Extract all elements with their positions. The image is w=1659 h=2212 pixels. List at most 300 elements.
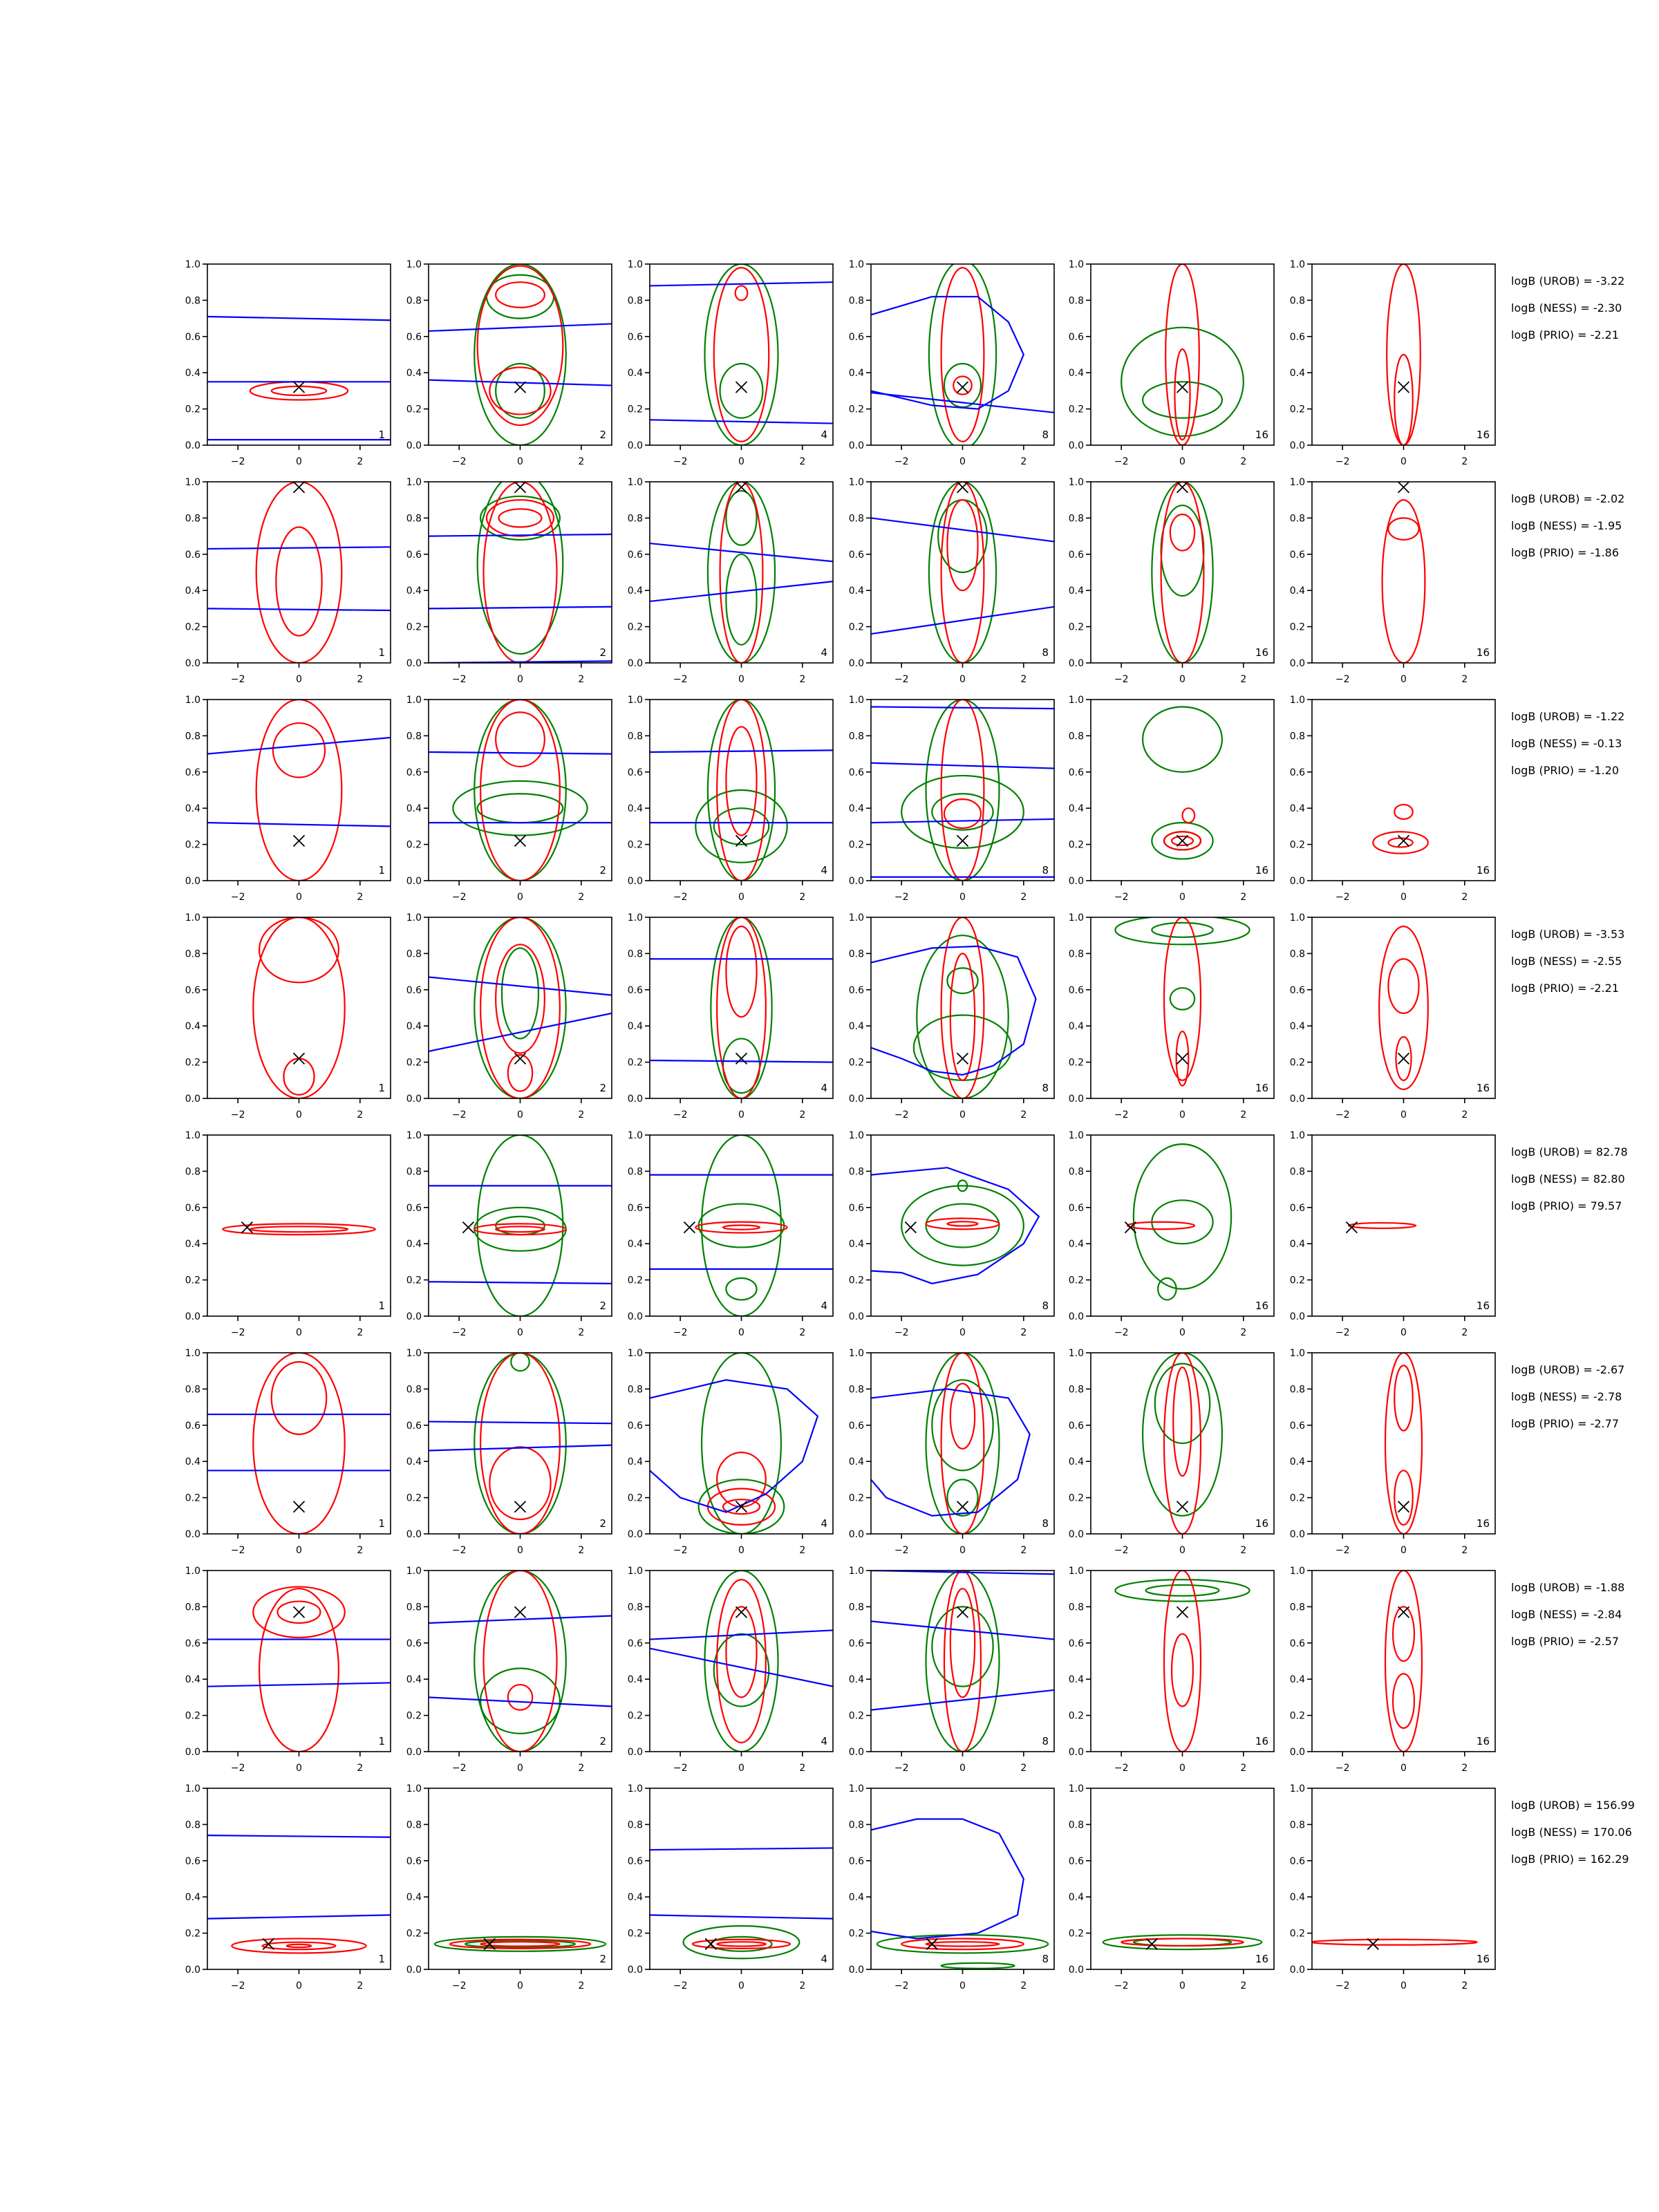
panel-count-label: 4 — [821, 864, 827, 877]
true-value-marker — [957, 482, 968, 493]
y-tick-label: 0.4 — [848, 803, 864, 815]
red-contour — [1394, 1470, 1413, 1525]
y-tick-label: 0.0 — [848, 1529, 864, 1540]
y-tick-label: 0.4 — [848, 585, 864, 597]
y-tick-label: 0.0 — [627, 1747, 643, 1758]
y-tick-label: 0.4 — [627, 803, 643, 815]
x-tick-label: 2 — [357, 1763, 364, 1774]
y-tick-label: 0.4 — [1068, 368, 1084, 379]
red-contour — [478, 266, 563, 426]
y-tick-label: 0.4 — [406, 1456, 422, 1468]
x-tick-label: 2 — [1461, 1763, 1468, 1774]
blue-boundary-line — [207, 738, 391, 754]
x-tick-label: 0 — [1400, 1763, 1407, 1774]
x-tick-label: 0 — [1400, 1545, 1407, 1556]
y-tick-label: 0.6 — [1289, 1855, 1305, 1867]
green-contour — [1143, 706, 1222, 771]
x-tick-label: 0 — [517, 1545, 523, 1556]
x-tick-label: 0 — [1400, 1327, 1407, 1338]
plot-area — [1385, 1353, 1422, 1534]
y-tick-label: 0.2 — [627, 1710, 643, 1722]
blue-boundary-line — [207, 823, 391, 826]
x-tick-label: 2 — [1020, 1980, 1027, 1991]
blue-boundary-line — [207, 1683, 391, 1686]
y-tick-label: 0.8 — [1068, 731, 1084, 742]
panel-r6-c3 — [628, 1348, 833, 1556]
x-tick-label: −2 — [673, 1763, 688, 1774]
y-tick-label: 0.0 — [848, 1311, 864, 1322]
y-tick-label: 1.0 — [185, 1130, 200, 1141]
red-contour — [1173, 1367, 1192, 1476]
plot-area — [1385, 1571, 1422, 1752]
y-tick-label: 0.0 — [185, 1747, 200, 1758]
x-tick-label: 0 — [738, 892, 744, 903]
panel-count-label: 2 — [599, 1953, 606, 1965]
y-tick-label: 0.4 — [848, 1239, 864, 1250]
y-tick-label: 0.8 — [185, 1602, 200, 1613]
y-tick-label: 0.0 — [848, 658, 864, 669]
x-tick-label: 2 — [1461, 1327, 1468, 1338]
plot-area — [1152, 482, 1212, 663]
y-tick-label: 0.4 — [1289, 1674, 1305, 1686]
red-contour — [232, 1938, 366, 1953]
y-tick-label: 1.0 — [185, 912, 200, 924]
y-tick-label: 1.0 — [1068, 1566, 1084, 1577]
x-tick-label: 2 — [1461, 456, 1468, 467]
plot-area — [1312, 1938, 1477, 1949]
logb-annotations-row-8 — [1511, 1799, 1635, 1866]
logb-text: logB (NESS) = -1.95 — [1511, 519, 1622, 532]
panel-r4-c4 — [849, 912, 1054, 1121]
y-tick-label: 0.0 — [1068, 1311, 1084, 1322]
x-tick-label: 2 — [357, 1545, 364, 1556]
x-tick-label: 0 — [1179, 1763, 1185, 1774]
y-tick-label: 1.0 — [406, 912, 422, 924]
y-tick-label: 1.0 — [1289, 1130, 1305, 1141]
logb-text: logB (UROB) = -2.67 — [1511, 1363, 1625, 1376]
logb-text: logB (NESS) = -2.78 — [1511, 1390, 1622, 1403]
x-tick-label: −2 — [230, 1545, 245, 1556]
x-tick-label: −2 — [230, 456, 245, 467]
plot-area — [429, 1135, 612, 1316]
plot-area — [1382, 482, 1425, 663]
panel-r1-c3 — [628, 259, 833, 467]
x-tick-label: 2 — [799, 674, 806, 685]
y-tick-label: 1.0 — [848, 259, 864, 270]
true-value-marker — [515, 1606, 526, 1618]
plot-area — [1143, 1353, 1222, 1534]
panel-r6-c4 — [849, 1348, 1054, 1556]
y-tick-label: 0.4 — [1289, 1456, 1305, 1468]
true-value-marker — [294, 835, 305, 846]
panel-r7-c3 — [628, 1566, 833, 1774]
green-contour — [1115, 915, 1249, 944]
x-tick-label: 0 — [738, 674, 744, 685]
red-contour — [272, 1362, 327, 1434]
x-tick-label: 2 — [1240, 456, 1247, 467]
y-tick-label: 0.8 — [1068, 295, 1084, 307]
x-tick-label: 2 — [799, 1763, 806, 1774]
red-contour — [487, 500, 554, 536]
y-tick-label: 0.2 — [1289, 839, 1305, 851]
logb-text: logB (UROB) = -1.22 — [1511, 710, 1625, 723]
axes-frame — [1312, 1788, 1495, 1969]
x-tick-label: 0 — [1400, 456, 1407, 467]
green-contour — [474, 1571, 566, 1752]
x-tick-label: 2 — [1020, 1109, 1027, 1121]
y-tick-label: 0.8 — [406, 1384, 422, 1396]
axes-frame — [650, 917, 833, 1098]
y-tick-label: 0.6 — [848, 331, 864, 343]
x-tick-label: 0 — [1179, 456, 1185, 467]
y-tick-label: 0.4 — [1289, 1021, 1305, 1033]
y-tick-label: 1.0 — [627, 1566, 643, 1577]
green-contour — [695, 790, 787, 863]
plot-area — [650, 917, 833, 1098]
y-tick-label: 0.4 — [848, 368, 864, 379]
x-tick-label: 0 — [1400, 1980, 1407, 1991]
x-tick-label: −2 — [894, 1109, 909, 1121]
y-tick-label: 0.8 — [406, 1819, 422, 1831]
y-tick-label: 0.6 — [185, 549, 200, 561]
panel-r4-c3 — [628, 912, 833, 1121]
y-tick-label: 0.8 — [185, 731, 200, 742]
panel-r8-c6 — [1290, 1783, 1495, 1991]
blue-boundary-line — [429, 1616, 612, 1623]
blue-boundary-line — [871, 518, 1054, 541]
panel-r1-c5 — [1069, 259, 1274, 467]
plot-area — [650, 482, 833, 663]
green-contour — [708, 482, 775, 663]
y-tick-label: 0.2 — [185, 1492, 200, 1504]
y-tick-label: 0.4 — [627, 1674, 643, 1686]
x-tick-label: 0 — [738, 1327, 744, 1338]
green-contour — [1143, 1353, 1222, 1516]
red-contour — [726, 1606, 756, 1697]
y-tick-label: 0.2 — [406, 404, 422, 415]
y-tick-label: 0.4 — [406, 803, 422, 815]
red-contour — [1127, 1222, 1194, 1229]
x-tick-label: 0 — [959, 1327, 966, 1338]
y-tick-label: 1.0 — [627, 477, 643, 488]
green-contour — [938, 500, 987, 572]
plot-area — [1387, 264, 1421, 445]
x-tick-label: 2 — [1240, 1980, 1247, 1991]
plot-area — [650, 264, 833, 445]
red-contour — [474, 1224, 566, 1235]
y-tick-label: 0.2 — [848, 1275, 864, 1286]
x-tick-label: 2 — [578, 1545, 585, 1556]
red-contour — [950, 1588, 975, 1697]
red-contour — [480, 700, 560, 881]
green-contour — [926, 1571, 1000, 1752]
blue-boundary-line — [650, 1915, 833, 1918]
axes-frame — [650, 1571, 833, 1752]
x-tick-label: 2 — [799, 456, 806, 467]
y-tick-label: 0.8 — [848, 1602, 864, 1613]
y-tick-label: 0.2 — [848, 404, 864, 415]
y-tick-label: 0.6 — [627, 331, 643, 343]
blue-boundary-line — [429, 752, 612, 754]
y-tick-label: 1.0 — [627, 912, 643, 924]
logb-text: logB (NESS) = -0.13 — [1511, 737, 1622, 750]
red-contour — [726, 926, 756, 1017]
y-tick-label: 0.8 — [406, 948, 422, 960]
y-tick-label: 0.0 — [1068, 1094, 1084, 1105]
panel-count-label: 16 — [1476, 646, 1490, 659]
y-tick-label: 0.2 — [627, 1057, 643, 1069]
axes-frame — [650, 482, 833, 663]
panel-r2-c5 — [1069, 477, 1274, 685]
y-tick-label: 0.8 — [1289, 731, 1305, 742]
y-tick-label: 0.0 — [848, 1094, 864, 1105]
panel-count-label: 1 — [378, 1082, 385, 1094]
panel-count-label: 1 — [378, 429, 385, 441]
y-tick-label: 0.0 — [627, 1529, 643, 1540]
y-tick-label: 1.0 — [1068, 912, 1084, 924]
y-tick-label: 1.0 — [1068, 695, 1084, 706]
y-tick-label: 0.0 — [627, 1094, 643, 1105]
red-contour — [480, 1942, 560, 1946]
green-contour — [941, 1963, 1015, 1969]
red-contour — [489, 367, 550, 414]
y-tick-label: 0.2 — [1289, 1057, 1305, 1069]
plot-area — [435, 1937, 606, 1951]
y-tick-label: 0.6 — [848, 549, 864, 561]
panel-r1-c2 — [406, 259, 612, 467]
plot-area — [1121, 264, 1244, 445]
red-contour — [1393, 1674, 1414, 1728]
plot-area — [429, 1353, 612, 1534]
panel-r6-c6 — [1290, 1348, 1495, 1556]
plot-area — [429, 917, 612, 1098]
red-contour — [1312, 1940, 1477, 1945]
plot-area — [650, 1848, 833, 1958]
x-tick-label: 0 — [738, 1109, 744, 1121]
y-tick-label: 0.0 — [185, 1965, 200, 1976]
y-tick-label: 0.0 — [627, 440, 643, 451]
y-tick-label: 0.8 — [848, 1166, 864, 1178]
plot-area — [1125, 1144, 1231, 1300]
axes-frame — [1312, 482, 1495, 663]
x-tick-label: −2 — [230, 1763, 245, 1774]
green-contour — [1146, 1585, 1219, 1596]
logb-text: logB (UROB) = -1.88 — [1511, 1581, 1625, 1594]
blue-boundary-line — [650, 581, 833, 601]
panel-r2-c1 — [185, 477, 391, 685]
panel-count-label: 8 — [1042, 1300, 1049, 1312]
y-tick-label: 0.4 — [627, 1239, 643, 1250]
axes-frame — [207, 700, 391, 881]
panel-r5-c3 — [628, 1130, 833, 1338]
red-contour — [901, 1938, 1024, 1949]
y-tick-label: 0.8 — [185, 513, 200, 525]
y-tick-label: 0.4 — [185, 1892, 200, 1904]
logb-text: logB (UROB) = -3.22 — [1511, 274, 1625, 288]
y-tick-label: 0.8 — [1289, 513, 1305, 525]
panel-r8-c2 — [406, 1783, 612, 1991]
y-tick-label: 0.0 — [406, 440, 422, 451]
blue-boundary-line — [429, 534, 612, 536]
x-tick-label: −2 — [673, 1545, 688, 1556]
y-tick-label: 0.2 — [627, 1275, 643, 1286]
y-tick-label: 0.4 — [1068, 1021, 1084, 1033]
x-tick-label: 0 — [959, 1109, 966, 1121]
red-contour — [947, 1221, 977, 1226]
y-tick-label: 0.8 — [406, 731, 422, 742]
panel-count-label: 16 — [1476, 1953, 1490, 1965]
axes-frame — [429, 1135, 612, 1316]
y-tick-label: 0.2 — [627, 621, 643, 633]
panel-count-label: 16 — [1476, 1735, 1490, 1747]
panel-count-label: 1 — [378, 864, 385, 877]
y-tick-label: 0.6 — [1068, 331, 1084, 343]
logb-text: logB (UROB) = -3.53 — [1511, 928, 1625, 941]
panel-count-label: 2 — [599, 1517, 606, 1530]
y-tick-label: 0.0 — [848, 876, 864, 887]
red-contour — [508, 1055, 532, 1091]
y-tick-label: 0.2 — [406, 1492, 422, 1504]
red-contour — [1164, 1571, 1201, 1752]
y-tick-label: 0.0 — [185, 440, 200, 451]
x-tick-label: 0 — [517, 456, 523, 467]
true-value-marker — [1398, 1501, 1409, 1512]
red-contour — [950, 1384, 975, 1449]
x-tick-label: 2 — [357, 456, 364, 467]
x-tick-label: 2 — [1461, 1545, 1468, 1556]
true-value-marker — [905, 1222, 916, 1233]
y-tick-label: 0.2 — [406, 621, 422, 633]
y-tick-label: 0.8 — [1289, 1602, 1305, 1613]
y-tick-label: 0.0 — [1068, 1747, 1084, 1758]
plot-area — [253, 917, 345, 1098]
y-tick-label: 0.2 — [406, 1928, 422, 1940]
y-tick-label: 0.8 — [627, 295, 643, 307]
x-tick-label: −2 — [451, 674, 467, 685]
red-contour — [1349, 1223, 1416, 1228]
x-tick-label: 2 — [799, 1109, 806, 1121]
x-tick-label: 0 — [959, 1545, 966, 1556]
x-tick-label: 0 — [959, 456, 966, 467]
green-contour — [705, 1571, 778, 1752]
y-tick-label: 0.2 — [627, 1928, 643, 1940]
logb-annotations-row-2 — [1511, 492, 1624, 559]
red-contour — [1394, 805, 1413, 819]
panel-count-label: 8 — [1042, 646, 1049, 659]
y-tick-label: 0.2 — [185, 1275, 200, 1286]
y-tick-label: 0.6 — [1068, 549, 1084, 561]
y-tick-label: 0.6 — [1289, 1420, 1305, 1432]
y-tick-label: 0.6 — [1068, 1638, 1084, 1649]
panel-r5-c4 — [849, 1130, 1054, 1338]
axes-frame — [207, 264, 391, 445]
logb-text: logB (PRIO) = -2.57 — [1511, 1635, 1619, 1648]
axes-frame — [871, 1571, 1054, 1752]
y-tick-label: 0.0 — [848, 1965, 864, 1976]
y-tick-label: 1.0 — [627, 1783, 643, 1794]
x-tick-label: −2 — [1114, 456, 1129, 467]
x-tick-label: −2 — [230, 1327, 245, 1338]
x-tick-label: 0 — [959, 674, 966, 685]
y-tick-label: 0.4 — [185, 1239, 200, 1250]
logb-text: logB (PRIO) = -2.21 — [1511, 328, 1619, 341]
plot-area — [1143, 706, 1222, 859]
panel-r6-c5 — [1069, 1348, 1274, 1556]
logb-text: logB (UROB) = 82.78 — [1511, 1145, 1628, 1159]
green-contour — [877, 1935, 1048, 1953]
x-tick-label: −2 — [1335, 456, 1350, 467]
green-contour — [1155, 1364, 1210, 1443]
x-tick-label: 0 — [1179, 674, 1185, 685]
y-tick-label: 0.6 — [627, 984, 643, 996]
panel-count-label: 2 — [599, 1735, 606, 1747]
x-tick-label: 2 — [1240, 1763, 1247, 1774]
y-tick-label: 1.0 — [1289, 477, 1305, 488]
red-contour — [287, 1944, 311, 1947]
x-tick-label: 2 — [1020, 1763, 1027, 1774]
plot-area — [871, 1353, 1030, 1534]
red-contour — [1379, 926, 1428, 1089]
panel-count-label: 2 — [599, 1300, 606, 1312]
y-tick-label: 0.2 — [848, 1057, 864, 1069]
green-contour — [511, 1353, 529, 1371]
panel-count-label: 8 — [1042, 1517, 1049, 1530]
y-tick-label: 0.6 — [627, 549, 643, 561]
green-contour — [714, 1634, 769, 1707]
red-contour — [484, 1571, 557, 1752]
plot-area — [650, 1135, 833, 1316]
x-tick-label: 2 — [799, 1545, 806, 1556]
x-tick-label: 2 — [357, 1327, 364, 1338]
red-contour — [1183, 808, 1195, 823]
x-tick-label: 0 — [517, 892, 523, 903]
plot-area — [1346, 1222, 1416, 1233]
x-tick-label: 2 — [1461, 674, 1468, 685]
panel-count-label: 2 — [599, 646, 606, 659]
x-tick-label: 0 — [738, 456, 744, 467]
green-contour — [726, 1278, 756, 1300]
y-tick-label: 0.6 — [1068, 1420, 1084, 1432]
x-tick-label: 2 — [1020, 674, 1027, 685]
blue-boundary-curve — [650, 1380, 818, 1512]
y-tick-label: 1.0 — [627, 259, 643, 270]
x-tick-label: 0 — [296, 456, 302, 467]
x-tick-label: −2 — [1114, 674, 1129, 685]
x-tick-label: 0 — [517, 674, 523, 685]
red-contour — [1394, 1365, 1413, 1430]
y-tick-label: 0.2 — [1068, 1928, 1084, 1940]
blue-boundary-line — [871, 763, 1054, 769]
y-tick-label: 0.8 — [406, 1166, 422, 1178]
y-tick-label: 0.4 — [1289, 803, 1305, 815]
y-tick-label: 1.0 — [1068, 477, 1084, 488]
x-tick-label: 0 — [296, 1327, 302, 1338]
y-tick-label: 0.6 — [627, 1855, 643, 1867]
logb-text: logB (PRIO) = -1.86 — [1511, 546, 1619, 559]
blue-boundary-line — [429, 1697, 612, 1706]
y-tick-label: 0.0 — [627, 1311, 643, 1322]
green-contour — [474, 700, 566, 881]
y-tick-label: 0.6 — [1289, 984, 1305, 996]
y-tick-label: 0.2 — [1068, 404, 1084, 415]
y-tick-label: 0.8 — [1289, 1384, 1305, 1396]
x-tick-label: 2 — [799, 892, 806, 903]
x-tick-label: 2 — [1461, 1109, 1468, 1121]
y-tick-label: 0.8 — [627, 948, 643, 960]
red-contour — [1393, 1606, 1414, 1661]
y-tick-label: 0.2 — [406, 1057, 422, 1069]
x-tick-label: −2 — [894, 892, 909, 903]
